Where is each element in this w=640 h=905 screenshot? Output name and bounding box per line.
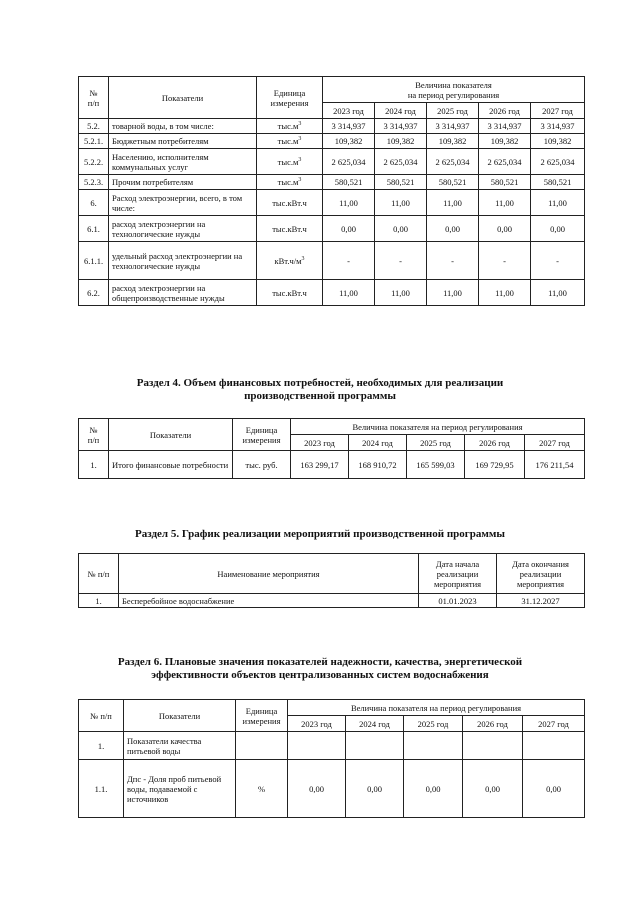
col-header-period: Величина показателя на период регулирования [288, 700, 585, 716]
value-cell: 0,00 [523, 760, 585, 818]
col-header-indicators: Показатели [109, 77, 257, 119]
unit-text: тыс.м [277, 136, 299, 146]
year-header: 2023 год [323, 103, 375, 119]
unit-superscript: 3 [298, 136, 302, 143]
col-header-period: Величина показателя на период регулирования [291, 419, 585, 435]
row-indicator: Населению, исполнителям коммунальных услуг [109, 149, 257, 175]
row-indicator: Итого финансовые потребности [109, 451, 233, 479]
unit-text: тыс.кВт.ч [272, 287, 307, 298]
value-cell: 580,521 [323, 175, 375, 190]
row-number: 6. [79, 190, 109, 216]
value-cell: 176 211,54 [525, 451, 585, 479]
row-number: 1. [79, 451, 109, 479]
value-cell: 0,00 [346, 760, 404, 818]
value-cell: 11,00 [427, 190, 479, 216]
row-number: 6.1. [79, 216, 109, 242]
value-cell: 11,00 [427, 280, 479, 306]
value-cell: 169 729,95 [465, 451, 525, 479]
section-5-title: Раздел 5. График реализации мероприятий производственной программы [135, 528, 505, 540]
unit-text: тыс.м [277, 177, 299, 187]
row-number: 5.2. [79, 119, 109, 134]
value-cell: 0,00 [404, 760, 463, 818]
col-header-activity: Наименование мероприятия [119, 554, 419, 594]
value-cell: 0,00 [427, 216, 479, 242]
value-cell: 2 625,034 [531, 149, 585, 175]
indicators-table [78, 76, 585, 306]
year-header: 2026 год [463, 716, 523, 732]
row-unit [257, 280, 323, 306]
year-header: 2027 год [523, 716, 585, 732]
col-header-unit: Единица измерения [236, 700, 288, 732]
row-indicator: Прочим потребителям [109, 175, 257, 190]
row-number: 6.1.1. [79, 242, 109, 280]
row-unit [257, 149, 323, 175]
value-cell: 580,521 [375, 175, 427, 190]
value-cell: 11,00 [323, 190, 375, 216]
year-header: 2024 год [375, 103, 427, 119]
row-indicator: расход электроэнергии на технологические нужды [109, 216, 257, 242]
col-header-number: № п/п [79, 554, 119, 594]
row-unit [257, 175, 323, 190]
value-cell: 168 910,72 [349, 451, 407, 479]
col-header-indicators: Показатели [109, 419, 233, 451]
value-cell: 0,00 [531, 216, 585, 242]
value-cell: 11,00 [479, 190, 531, 216]
value-cell [288, 732, 346, 760]
value-cell: 0,00 [375, 216, 427, 242]
value-cell: 580,521 [531, 175, 585, 190]
value-cell [523, 732, 585, 760]
value-cell: 3 314,937 [427, 119, 479, 134]
value-cell: 2 625,034 [479, 149, 531, 175]
row-unit [257, 190, 323, 216]
year-header: 2027 год [531, 103, 585, 119]
unit-text: тыс.м [277, 121, 299, 131]
col-header-number: № п/п [79, 700, 124, 732]
col-header-start-date: Дата начала реализации мероприятия [419, 554, 497, 594]
year-header: 2023 год [291, 435, 349, 451]
value-cell: 2 625,034 [375, 149, 427, 175]
year-header: 2024 год [349, 435, 407, 451]
value-cell: 0,00 [479, 216, 531, 242]
row-indicator: расход электроэнергии на общепроизводственные нужды [109, 280, 257, 306]
value-cell: 0,00 [463, 760, 523, 818]
schedule-table [78, 553, 585, 608]
year-header: 2025 год [427, 103, 479, 119]
year-header: 2025 год [407, 435, 465, 451]
value-cell [463, 732, 523, 760]
table-row [79, 732, 585, 760]
value-cell: 11,00 [375, 280, 427, 306]
value-cell: 11,00 [531, 190, 585, 216]
section-6-title: Раздел 6. Плановые значения показателей надежности, качества, энергетической эффективности объектов централизованных систем водоснабжения [117, 656, 523, 681]
value-cell: 11,00 [375, 190, 427, 216]
row-start-date: 01.01.2023 [419, 594, 497, 608]
year-header: 2026 год [465, 435, 525, 451]
row-indicator: удельный расход электроэнергии на технологические нужды [109, 242, 257, 280]
value-cell: - [479, 242, 531, 280]
unit-text: тыс.кВт.ч [272, 223, 307, 234]
value-cell: 109,382 [375, 134, 427, 149]
table-row [79, 216, 585, 242]
row-unit [257, 119, 323, 134]
value-cell: - [323, 242, 375, 280]
row-indicator: товарной воды, в том числе: [109, 119, 257, 134]
value-cell: 165 599,03 [407, 451, 465, 479]
row-number: 5.2.1. [79, 134, 109, 149]
unit-text: тыс.кВт.ч [272, 197, 307, 208]
row-unit: тыс. руб. [233, 451, 291, 479]
unit-text: тыс.м [277, 156, 299, 167]
year-header: 2026 год [479, 103, 531, 119]
table-row [79, 760, 585, 818]
row-activity: Бесперебойное водоснабжение [119, 594, 419, 608]
row-number: 1.1. [79, 760, 124, 818]
table-row [79, 134, 585, 149]
col-header-number: № п/п [79, 419, 109, 451]
value-cell: 109,382 [479, 134, 531, 149]
row-number: 1. [79, 732, 124, 760]
value-cell: 3 314,937 [479, 119, 531, 134]
financial-needs-table [78, 418, 585, 479]
row-indicator: Дпс - Доля проб питьевой воды, подаваемой с источников [124, 760, 236, 818]
row-number: 6.2. [79, 280, 109, 306]
table-row [79, 149, 585, 175]
value-cell: 109,382 [531, 134, 585, 149]
table-row [79, 190, 585, 216]
value-cell: 0,00 [288, 760, 346, 818]
row-unit: % [236, 760, 288, 818]
value-cell: - [427, 242, 479, 280]
value-cell: - [375, 242, 427, 280]
table-row [79, 594, 585, 608]
unit-text: кВт.ч/м [274, 255, 302, 266]
value-cell: 3 314,937 [323, 119, 375, 134]
unit-superscript: 3 [298, 121, 302, 128]
value-cell [346, 732, 404, 760]
table-row [79, 175, 585, 190]
row-number: 1. [79, 594, 119, 608]
value-cell: 2 625,034 [427, 149, 479, 175]
year-header: 2023 год [288, 716, 346, 732]
year-header: 2027 год [525, 435, 585, 451]
value-cell: 11,00 [531, 280, 585, 306]
value-cell: 3 314,937 [375, 119, 427, 134]
value-cell: 11,00 [479, 280, 531, 306]
row-number: 5.2.2. [79, 149, 109, 175]
value-cell: 0,00 [323, 216, 375, 242]
col-header-indicators: Показатели [124, 700, 236, 732]
value-cell [404, 732, 463, 760]
value-cell: 2 625,034 [323, 149, 375, 175]
value-cell: 109,382 [323, 134, 375, 149]
row-unit [257, 242, 323, 280]
row-unit [257, 216, 323, 242]
table-row [79, 280, 585, 306]
value-cell: 109,382 [427, 134, 479, 149]
unit-superscript: 3 [298, 177, 302, 184]
table-row [79, 451, 585, 479]
row-indicator: Показатели качества питьевой воды [124, 732, 236, 760]
row-end-date: 31.12.2027 [497, 594, 585, 608]
row-indicator: Бюджетным потребителям [109, 134, 257, 149]
col-header-unit: Единица измерения [257, 77, 323, 119]
value-cell: 11,00 [323, 280, 375, 306]
year-header: 2025 год [404, 716, 463, 732]
col-header-number: № п/п [79, 77, 109, 119]
unit-superscript: 3 [301, 255, 305, 262]
value-cell: 580,521 [427, 175, 479, 190]
reliability-table [78, 699, 585, 818]
row-number: 5.2.3. [79, 175, 109, 190]
col-header-period: Величина показателя на период регулирования [323, 77, 585, 103]
value-cell: 163 299,17 [291, 451, 349, 479]
col-header-unit: Единица измерения [233, 419, 291, 451]
value-cell: 3 314,937 [531, 119, 585, 134]
value-cell: - [531, 242, 585, 280]
row-unit [236, 732, 288, 760]
row-unit [257, 134, 323, 149]
table-row [79, 242, 585, 280]
value-cell: 580,521 [479, 175, 531, 190]
section-4-title: Раздел 4. Объем финансовых потребностей, необходимых для реализации производственной программы [136, 377, 504, 402]
year-header: 2024 год [346, 716, 404, 732]
row-indicator: Расход электроэнергии, всего, в том числе: [109, 190, 257, 216]
col-header-end-date: Дата окончания реализации мероприятия [497, 554, 585, 594]
unit-superscript: 3 [298, 156, 302, 163]
table-row [79, 119, 585, 134]
